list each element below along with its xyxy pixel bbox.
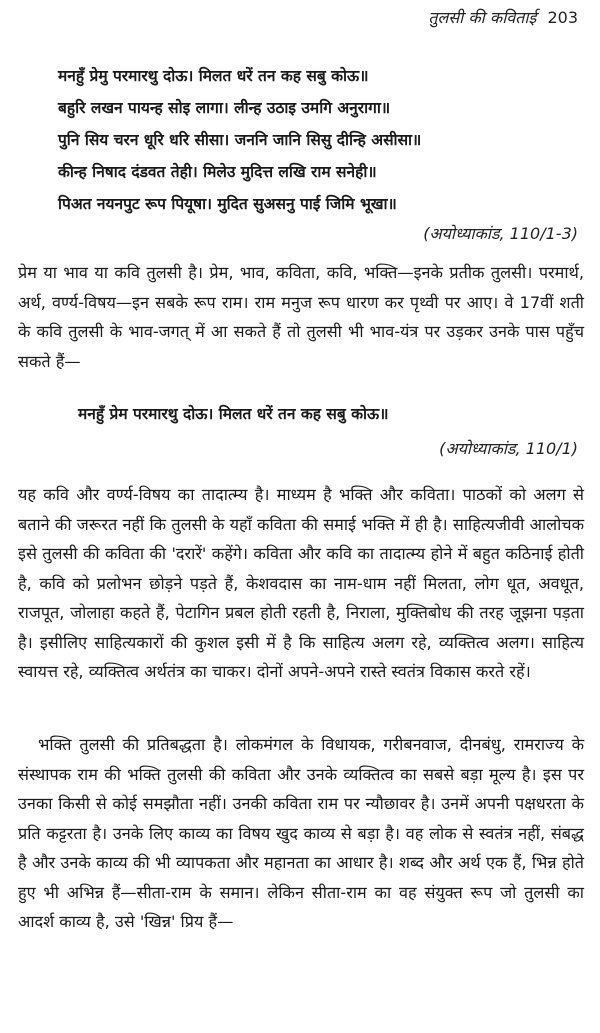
citation: (अयोध्याकांड, 110/1-3) bbox=[423, 224, 578, 243]
running-header bbox=[428, 6, 578, 28]
verse-line: मनहुँ प्रेमु परमारथु दोऊ। मिलत धरें तन कह सबु कोऊ॥ bbox=[58, 67, 369, 85]
paragraph: भक्ति तुलसी की प्रतिबद्धता है। लोकमंगल के विधायक, गरीबनवाज, दीनबंधु, रामराज्य के संस्थापक राम की भक्ति तुलसी की कविता और उनके व्यक्तित्व का सबसे बड़ा मूल्य है। इस पर उनका किसी से कोई समझौता नहीं। उनकी कविता राम पर न्यौछावर है। उनमें अपनी पक्षधरता के प्रति कट्टरता है। उनके लिए काव्य का विषय खुद काव्य से बड़ा है। वह लोक से स्वतंत्र नहीं, संबद्ध है और उनके काव्य की भी व्यापकता और महानता का आधार है। शब्द और अर्थ एक हैं, भिन्न होते हुए भी अभिन्न हैं—सीता-राम के समान। लेकिन सीता-राम का वह संयुक्त रूप जो तुलसी का आदर्श काव्य है, उसे 'खिन्न' प्रिय हैं— bbox=[18, 735, 584, 931]
verse-line: पिअत नयनपुट रूप पियूषा। मुदित सुअसनु पाई जिमि भूखा॥ bbox=[58, 195, 397, 213]
verse-line: पुनि सिय चरन धूरि धरि सीसा। जननि जानि सिसु दीन्हि असीसा॥ bbox=[58, 131, 422, 149]
paragraph: यह कवि और वर्ण्य-विषय का तादात्म्य है। माध्यम है भक्ति और कविता। पाठकों को अलग से बताने की जरूरत नहीं कि तुलसी के यहाँ कविता की समाई भक्ति में ही है। साहित्यजीवी आलोचक इसे तुलसी की कविता की 'दरारें' कहेंगे। कविता और कवि का तादात्म्य होने में बहुत कठिनाई होती है, कवि को प्रलोभन छोड़ने पड़ते हैं, केशवदास का नाम-धाम नहीं मिलता, लोग धूत, अवधूत, राजपूत, जोलाहा कहते हैं, पेटागिन प्रबल होती रहती है, निराला, मुक्तिबोध की तरह जूझना पड़ता है। इसीलिए साहित्यकारों की कुशल इसी में है कि साहित्य अलग रहे, व्यक्तित्व अलग। साहित्य स्वायत्त रहे, व्यक्तित्व अर्थतंत्र का चाकर। दोनों अपने-अपने रास्ते स्वतंत्र विकास करते रहें। bbox=[18, 485, 584, 681]
verse-line: कीन्ह निषाद दंडवत तेही। मिलेउ मुदित्त लखि राम सनेही॥ bbox=[58, 163, 377, 181]
verse-line: बहुरि लखन पायन्ह सोइ लागा। लीन्ह उठाइ उमगि अनुरागा॥ bbox=[58, 99, 391, 117]
running-title: तुलसी की कविताई bbox=[428, 8, 537, 27]
page-number: 203 bbox=[547, 8, 578, 27]
paragraph: प्रेम या भाव या कवि तुलसी है। प्रेम, भाव, कविता, कवि, भक्ति—इनके प्रतीक तुलसी। परमार्थ, अर्थ, वर्ण्य-विषय—इन सबके रूप राम। राम मनुज रूप धारण कर पृथ्वी पर आए। वे 17वीं शती के कवि तुलसी के भाव-जगत् में आ सकते हैं तो तुलसी भी भाव-यंत्र पर उड़कर उनके पास पहुँच सकते हैं— bbox=[18, 263, 584, 371]
citation: (अयोध्याकांड, 110/1) bbox=[439, 439, 578, 458]
quoted-verse: मनहुँ प्रेम परमारथु दोऊ। मिलत धरें तन कह सबु कोऊ॥ bbox=[78, 405, 389, 423]
verse-block bbox=[58, 60, 588, 220]
